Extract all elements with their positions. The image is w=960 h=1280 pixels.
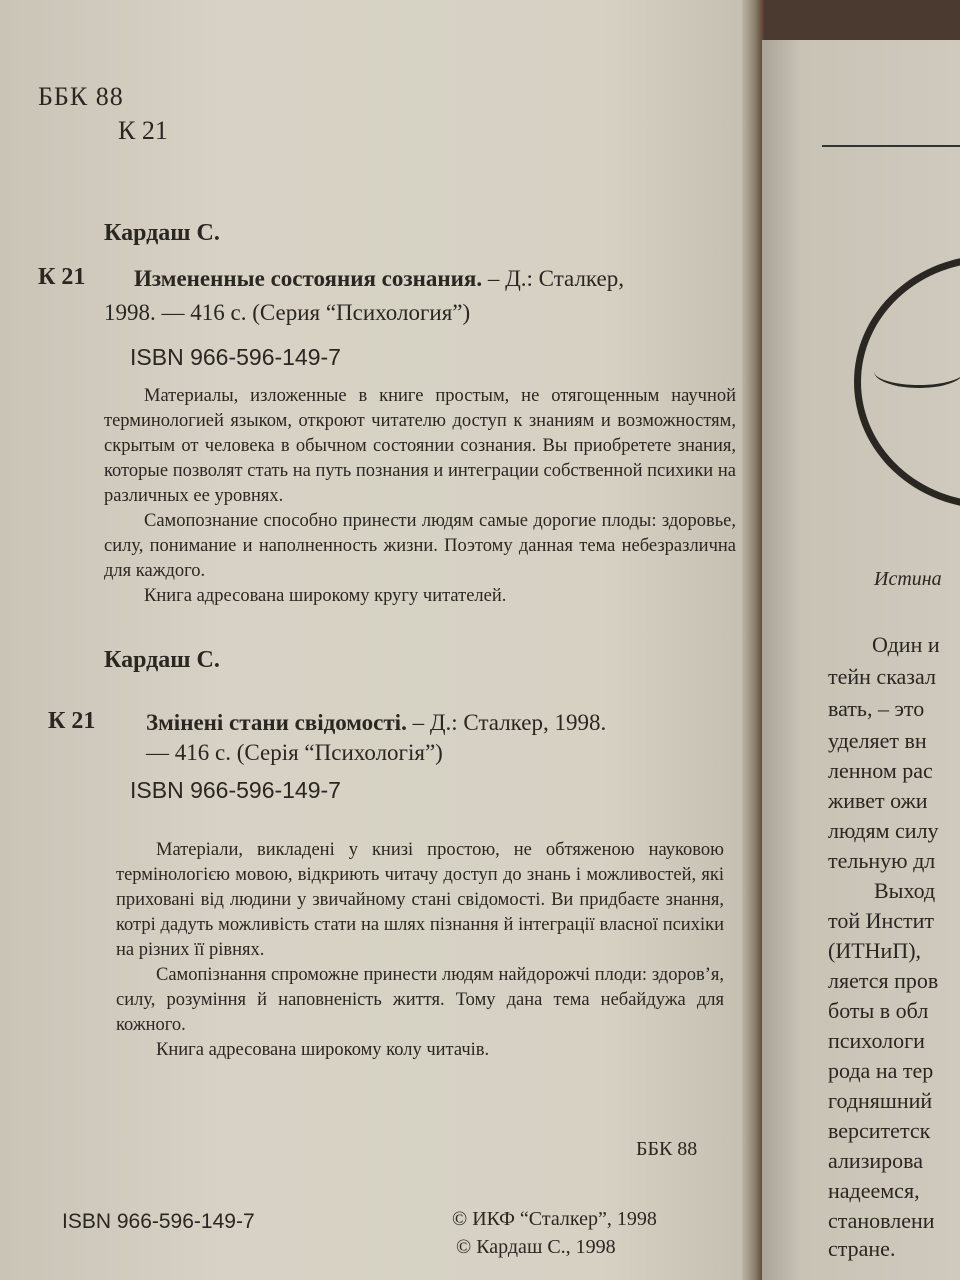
- annotation-ua-p1: Матеріали, викладені у книзі простою, не обтяженою науковою термінологією мовою, відкриють читачу доступ до знань і можливостей, які приховані від людини у звичайному стані свідомості. Ви придбаєте знання, котрі дадуть можливість стати на шлях пізнання й інтеграції власної психіки на різних її рівнях.: [116, 840, 724, 960]
- publisher-ru: – Д.: Сталкер,: [487, 266, 624, 291]
- book-gutter: [742, 0, 764, 1280]
- annotation-ua: [116, 838, 724, 1063]
- right-line-4: уделяет вн: [828, 728, 927, 753]
- author-code-ua: К 21: [48, 708, 96, 734]
- title-line-ru: [134, 266, 624, 292]
- right-line-13: боты в обл: [828, 998, 929, 1023]
- figure-caption: Истина: [874, 568, 942, 590]
- publisher-ua: – Д.: Сталкер, 1998.: [412, 710, 607, 735]
- author-ru: Кардаш С.: [104, 220, 220, 246]
- right-line-11: (ИТНиП),: [828, 938, 922, 963]
- right-line-10: той Инстит: [828, 908, 935, 933]
- annotation-ua-p2: Самопізнання спроможне принести людям найдорожчі плоди: здоров’я, силу, розуміння й наповненість життя. Тому дана тема небайдужа для кожного.: [116, 965, 724, 1035]
- copyright-author: © Кардаш С., 1998: [456, 1236, 616, 1258]
- author-ua: Кардаш С.: [104, 647, 220, 673]
- right-line-12: ляется пров: [828, 968, 939, 993]
- right-line-2: тейн сказал: [828, 664, 936, 689]
- illustration-detail: [874, 355, 960, 388]
- copyright-publisher: © ИКФ “Сталкер”, 1998: [452, 1208, 657, 1230]
- right-page: [762, 40, 960, 1280]
- right-line-6: живет ожи: [828, 788, 928, 813]
- right-line-9: Выход: [874, 878, 936, 903]
- right-line-1: Один и: [872, 632, 940, 657]
- author-mark: К 21: [118, 116, 168, 145]
- annotation-ru-p1: Материалы, изложенные в книге простым, не отягощенным научной терминологией языком, откроют читателю доступ к знаниям и возможностям, скрытым от человека в обычном состоянии сознания. Вы приобретете знания, которые позволят стать на путь познания и интеграции собственной психики на различных ее уровнях.: [104, 386, 736, 506]
- right-line-14: психологи: [828, 1028, 925, 1053]
- right-line-17: верситетск: [828, 1118, 931, 1143]
- header-rule: [822, 145, 960, 147]
- right-line-5: ленном рас: [828, 758, 933, 783]
- right-line-3: вать, – это: [828, 696, 925, 721]
- right-line-15: рода на тер: [828, 1058, 934, 1083]
- annotation-ru-p2: Самопознание способно принести людям самые дорогие плоды: здоровье, силу, понимание и наполненность жизни. Поэтому данная тема небезразлична для каждого.: [104, 511, 736, 581]
- title-ru: Измененные состояния сознания.: [134, 266, 483, 291]
- annotation-ru-p3: Книга адресована широкому кругу читателей.: [144, 586, 507, 606]
- right-line-18: ализирова: [828, 1148, 924, 1173]
- bbk-footer: ББК 88: [636, 1138, 698, 1160]
- isbn-ru: ISBN 966-596-149-7: [130, 344, 341, 370]
- author-code-ru: К 21: [38, 264, 86, 290]
- annotation-ru: [104, 384, 736, 609]
- series-line-ua: — 416 с. (Серія “Психологія”): [146, 740, 443, 765]
- right-line-19: надеемся,: [828, 1178, 920, 1203]
- title-line-ua: [146, 710, 606, 736]
- right-line-7: людям силу: [828, 818, 939, 843]
- series-line-ru: 1998. — 416 с. (Серия “Психология”): [104, 300, 471, 325]
- annotation-ua-p3: Книга адресована широкому колу читачів.: [156, 1040, 490, 1060]
- right-line-21: стране.: [828, 1236, 896, 1261]
- right-line-20: становлени: [828, 1208, 935, 1233]
- isbn-ua: ISBN 966-596-149-7: [130, 777, 341, 803]
- isbn-footer: ISBN 966-596-149-7: [62, 1210, 255, 1233]
- right-line-16: годняшний: [828, 1088, 933, 1113]
- title-ua: Змінені стани свідомості.: [146, 710, 407, 735]
- bbk-index: ББК 88: [38, 82, 124, 111]
- right-line-8: тельную дл: [828, 848, 936, 873]
